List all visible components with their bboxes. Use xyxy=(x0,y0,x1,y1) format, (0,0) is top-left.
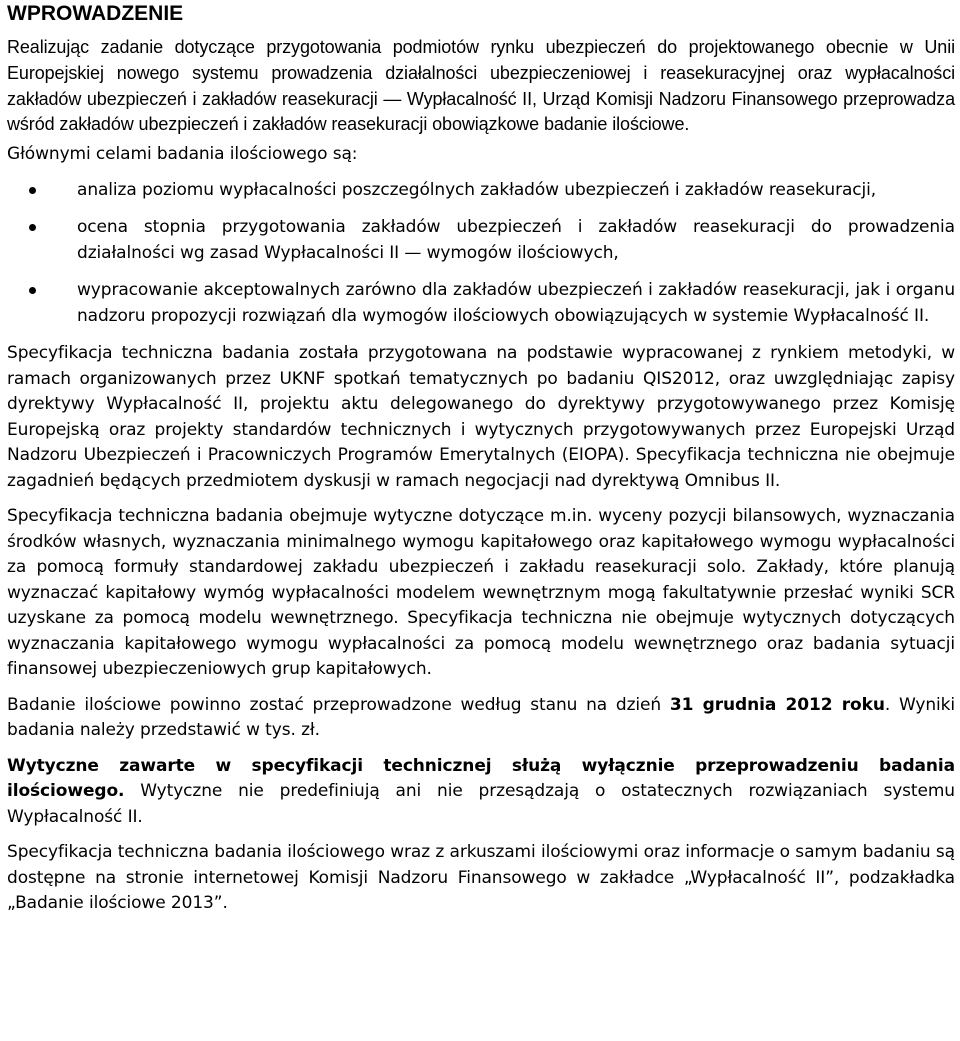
guidelines-paragraph xyxy=(7,754,955,831)
intro-paragraph: Realizując zadanie dotyczące przygotowania podmiotów rynku ubezpieczeń do projektowanego obecnie w Unii Europejskiej nowego systemu prowadzenia działalności ubezpieczeniowej i reasekuracyjnej oraz wypłacalności zakładów ubezpieczeń i zakładów reasekuracji — Wypłacalność II, Urząd Komisji Nadzoru Finansowego przeprowadza wśród zakładów ubezpieczeń i zakładów reasekuracji obowiązkowe badanie ilościowe. xyxy=(7,37,955,135)
specification-paragraph: Specyfikacja techniczna badania została przygotowana na podstawie wypracowanej z rynkiem metodyki, w ramach organizowanych przez UKNF spotkań tematycznych po badaniu QIS2012, oraz uwzględniając zapisy dyrektywy Wypłacalność II, projektu aktu delegowanego do dyrektywy przygotowywanego przez Komisję Europejską oraz projekty standardów technicznych i wytycznych przygotowywanych przez Europejski Urząd Nadzoru Ubezpieczeń i Pracowniczych Programów Emerytalnych (EIOPA). Specyfikacja techniczna nie obejmuje zagadnień będących przedmiotem dyskusji w ramach negocjacji nad dyrektywą Omnibus II. xyxy=(7,343,955,491)
date-paragraph xyxy=(7,693,955,744)
goal-item xyxy=(7,178,955,204)
date-value: 31 grudnia 2012 roku xyxy=(669,694,885,715)
goal-text: ocena stopnia przygotowania zakładów ubezpieczeń i zakładów reasekuracji do prowadzenia działalności wg zasad Wypłacalności II — wymogów ilościowych, xyxy=(77,217,955,263)
scope-paragraph: Specyfikacja techniczna badania obejmuje wytyczne dotyczące m.in. wyceny pozycji bilansowych, wyznaczania środków własnych, wyznaczania minimalnego wymogu kapitałowego oraz kapitałowego wymogu wypłacalności za pomocą formuły standardowej zakładu ubezpieczeń i zakładu reasekuracji solo. Zakłady, które planują wyznaczać kapitałowy wymóg wypłacalności modelem wewnętrznym mogą fakultatywnie przesłać wyniki SCR uzyskane za pomocą modelu wewnętrznego. Specyfikacja techniczna nie obejmuje wytycznych dotyczących wyznaczania kapitałowego wymogu wypłacalności za pomocą modelu wewnętrznego oraz badania sytuacji finansowej ubezpieczeniowych grup kapitałowych. xyxy=(7,506,955,680)
date-text: Badanie ilościowe powinno zostać przeprowadzone według stanu na dzień xyxy=(7,694,670,715)
goal-text: analiza poziomu wypłacalności poszczególnych zakładów ubezpieczeń i zakładów reasekuracji, xyxy=(77,179,877,200)
goals-list xyxy=(7,178,955,330)
guidelines-bold: Wytyczne zawarte w specyfikacji technicznej służą wyłącznie przeprowadzeniu badania ilościowego. xyxy=(7,755,955,802)
section-heading: WPROWADZENIE xyxy=(7,2,184,25)
availability-paragraph: Specyfikacja techniczna badania ilościowego wraz z arkuszami ilościowymi oraz informacje o samym badaniu są dostępne na stronie internetowej Komisji Nadzoru Finansowego w zakładce „Wypłacalność II”, podzakładka „Badanie ilościowe 2013”. xyxy=(7,842,955,914)
date-text-after: . Wyniki badania należy przedstawić w tys. zł. xyxy=(7,694,955,741)
bullet-icon xyxy=(29,187,36,194)
goal-item xyxy=(7,278,955,329)
goals-heading: Głównymi celami badania ilościowego są: xyxy=(7,144,358,165)
guidelines-text: Wytyczne nie predefiniują ani nie przesądzają o ostatecznych rozwiązaniach systemu Wypłacalność II. xyxy=(7,781,955,827)
document-page xyxy=(7,0,955,917)
bullet-icon xyxy=(29,287,36,294)
goal-text: wypracowanie akceptowalnych zarówno dla zakładów ubezpieczeń i zakładów reasekuracji, jak i organu nadzoru propozycji rozwiązań dla wymogów ilościowych obowiązujących w systemie Wypłacalność II. xyxy=(77,280,955,326)
bullet-icon xyxy=(29,224,36,231)
goal-item xyxy=(7,215,955,266)
